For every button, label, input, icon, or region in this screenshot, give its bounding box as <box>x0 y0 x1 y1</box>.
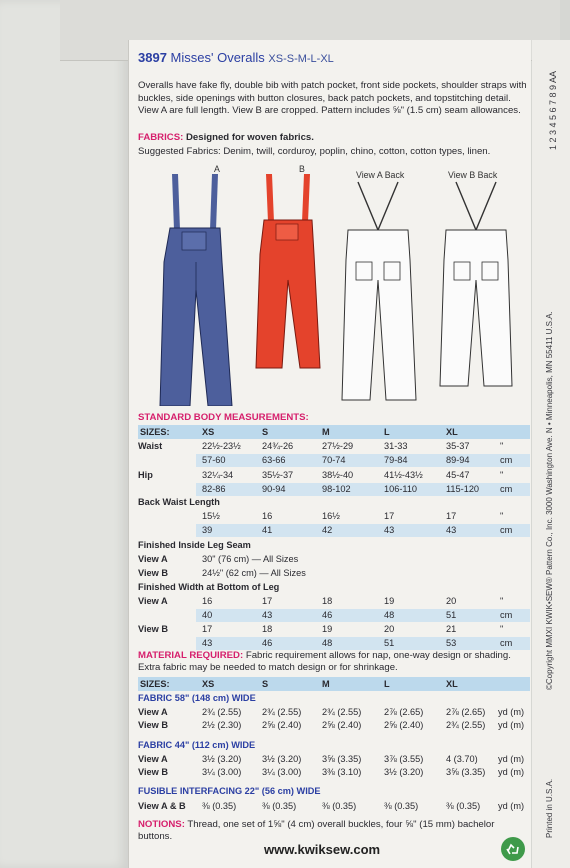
interfacing-heading: FUSIBLE INTERFACING 22" (56 cm) WIDE <box>138 786 321 796</box>
size-s: S <box>262 427 269 437</box>
leg-view-b-label: View B <box>138 568 168 578</box>
width-a-cm-band <box>196 609 530 622</box>
pattern-title <box>138 50 334 65</box>
f58-a: 2¾ (2.55) <box>202 707 242 717</box>
width-b-cm: 53 <box>446 638 457 648</box>
waist-cm-band <box>196 454 530 467</box>
width-bottom-label: Finished Width at Bottom of Leg <box>138 582 280 592</box>
f58-a: 2¾ (2.55) <box>322 707 362 717</box>
f58-b: 2½ (2.30) <box>202 720 242 730</box>
unit-cm: cm <box>500 638 513 648</box>
size-xl: XL <box>446 427 458 437</box>
waist-in: 31-33 <box>384 441 408 451</box>
unit-yd: yd (m) <box>498 720 525 730</box>
notions-label: NOTIONS: <box>138 819 185 830</box>
f44-b: 3½ (3.20) <box>384 767 424 777</box>
unit-inch: " <box>500 470 504 480</box>
f58-view-a-label: View A <box>138 707 168 717</box>
back-cm: 39 <box>202 525 213 535</box>
interfacing-value: ⅜ (0.35) <box>262 801 297 811</box>
width-b-in: 18 <box>262 624 273 634</box>
width-a-in: 18 <box>322 596 333 606</box>
fabric-44-heading: FABRIC 44" (112 cm) WIDE <box>138 740 256 750</box>
material-label: MATERIAL REQUIRED: <box>138 650 244 661</box>
width-a-in: 17 <box>262 596 273 606</box>
size-xl: XL <box>446 679 458 689</box>
width-a-cm: 48 <box>384 610 395 620</box>
width-a-in: 16 <box>202 596 213 606</box>
hip-cm-band <box>196 483 530 496</box>
back-cm-band <box>196 524 530 537</box>
hip-cm: 90-94 <box>262 484 286 494</box>
width-b-cm: 46 <box>262 638 273 648</box>
waist-in: 22½-23½ <box>202 441 241 451</box>
unit-inch: " <box>500 596 504 606</box>
width-a-cm: 51 <box>446 610 457 620</box>
width-b-in: 19 <box>322 624 333 634</box>
pattern-sizes: XS-S-M-L-XL <box>268 53 334 65</box>
hip-cm: 82-86 <box>202 484 226 494</box>
f44-b: 3⅝ (3.35) <box>446 767 486 777</box>
width-b-cm: 48 <box>322 638 333 648</box>
hip-in: 41½-43½ <box>384 470 423 480</box>
width-b-cm: 43 <box>202 638 213 648</box>
width-a-cm: 40 <box>202 610 213 620</box>
f44-view-a-label: View A <box>138 754 168 764</box>
f58-a: 2⅞ (2.65) <box>446 707 486 717</box>
inside-leg-label: Finished Inside Leg Seam <box>138 540 251 550</box>
fabrics-heading <box>138 132 314 143</box>
back-in: 16 <box>262 511 273 521</box>
f44-b: 3¼ (3.00) <box>262 767 302 777</box>
f44-a: 3½ (3.20) <box>262 754 302 764</box>
view-a-illustration <box>150 170 240 406</box>
view-b-back-illustration <box>436 180 516 390</box>
sizes-label: SIZES: <box>140 679 170 689</box>
width-b-in: 21 <box>446 624 457 634</box>
back-waist-label: Back Waist Length <box>138 497 220 507</box>
back-in: 15½ <box>202 511 220 521</box>
back-cm: 42 <box>322 525 333 535</box>
unit-yd: yd (m) <box>498 767 525 777</box>
material-sizes-bar <box>138 677 530 691</box>
fabrics-label: FABRICS: <box>138 132 184 143</box>
pattern-name: Misses' Overalls <box>170 50 265 65</box>
size-m: M <box>322 427 330 437</box>
notions-text: Thread, one set of 1⅝" (4 cm) overall buckles, four ⅝" (15 mm) bachelor buttons. <box>138 819 495 843</box>
back-cm: 41 <box>262 525 273 535</box>
hip-cm: 106-110 <box>384 484 418 494</box>
f58-b: 2⅝ (2.40) <box>262 720 302 730</box>
size-l: L <box>384 427 390 437</box>
suggested-fabrics: Suggested Fabrics: Denim, twill, corduroy, poplin, chino, cotton, cotton types, linen. <box>138 146 491 157</box>
waist-in: 35-37 <box>446 441 470 451</box>
envelope-left-panel <box>0 0 128 868</box>
size-s: S <box>262 679 269 689</box>
fabric-58-heading: FABRIC 58" (148 cm) WIDE <box>138 693 256 703</box>
width-view-a-label: View A <box>138 596 168 606</box>
view-b-back-label: View B Back <box>448 170 498 180</box>
unit-yd: yd (m) <box>498 754 525 764</box>
waist-cm: 79-84 <box>384 455 408 465</box>
copyright-text: ©Copyright MMXI KWIK•SEW® Pattern Co., Inc. 3000 Washington Ave. N • Minneapolis, MN 55411 U.S.A. <box>545 311 554 690</box>
unit-cm: cm <box>500 455 513 465</box>
hip-in: 38½-40 <box>322 470 354 480</box>
size-m: M <box>322 679 330 689</box>
waist-cm: 57-60 <box>202 455 226 465</box>
width-b-in: 20 <box>384 624 395 634</box>
waist-in: 24¾-26 <box>262 441 294 451</box>
waist-in: 27½-29 <box>322 441 354 451</box>
material-text: Fabric requirement allows for nap, one-way design or shading. Extra fabric may be needed to match design or for shrinkage. <box>138 650 511 674</box>
size-l: L <box>384 679 390 689</box>
hip-cm: 115-120 <box>446 484 480 494</box>
width-a-cm: 43 <box>262 610 273 620</box>
hip-in: 35½-37 <box>262 470 294 480</box>
unit-yd: yd (m) <box>498 707 525 717</box>
interfacing-value: ⅜ (0.35) <box>202 801 237 811</box>
waist-cm: 63-66 <box>262 455 286 465</box>
f44-b: 3¼ (3.00) <box>202 767 242 777</box>
hip-in: 32¼-34 <box>202 470 234 480</box>
f58-b: 2⅝ (2.40) <box>384 720 424 730</box>
unit-cm: cm <box>500 525 513 535</box>
waist-cm: 89-94 <box>446 455 470 465</box>
unit-cm: cm <box>500 610 513 620</box>
waist-cm: 70-74 <box>322 455 346 465</box>
sizes-header-bar <box>138 425 530 439</box>
leg-view-a-label: View A <box>138 554 168 564</box>
size-xs: XS <box>202 427 215 437</box>
f58-a: 2⅞ (2.65) <box>384 707 424 717</box>
hip-label: Hip <box>138 470 153 480</box>
f44-a: 3⅞ (3.55) <box>384 754 424 764</box>
unit-yd: yd (m) <box>498 801 525 811</box>
unit-inch: " <box>500 441 504 451</box>
unit-inch: " <box>500 511 504 521</box>
width-a-in: 19 <box>384 596 395 606</box>
unit-cm: cm <box>500 484 513 494</box>
f58-b: 2¾ (2.55) <box>446 720 486 730</box>
leg-view-b: 24½" (62 cm) — All Sizes <box>202 568 306 578</box>
view-b-illustration <box>248 170 328 370</box>
f44-a: 4 (3.70) <box>446 754 478 764</box>
view-a-label: A <box>214 164 220 174</box>
width-a-cm: 46 <box>322 610 333 620</box>
size-index-numbers: 1 2 3 4 5 6 7 8 9 AA <box>548 70 558 150</box>
f58-b: 2⅝ (2.40) <box>322 720 362 730</box>
back-cm: 43 <box>384 525 395 535</box>
hip-in: 45-47 <box>446 470 470 480</box>
f44-a: 3½ (3.20) <box>202 754 242 764</box>
back-in: 17 <box>446 511 457 521</box>
view-a-back-illustration <box>338 180 418 402</box>
size-xs: XS <box>202 679 215 689</box>
pattern-number: 3897 <box>138 50 167 65</box>
interfacing-view-label: View A & B <box>138 801 186 811</box>
recycle-icon <box>500 836 526 862</box>
back-in: 17 <box>384 511 395 521</box>
unit-inch: " <box>500 624 504 634</box>
f58-view-b-label: View B <box>138 720 168 730</box>
view-a-back-label: View A Back <box>356 170 405 180</box>
hip-cm: 98-102 <box>322 484 351 494</box>
measurements-heading: STANDARD BODY MEASUREMENTS: <box>138 412 309 423</box>
width-b-cm: 51 <box>384 638 395 648</box>
fabrics-text: Designed for woven fabrics. <box>185 132 314 143</box>
width-a-in: 20 <box>446 596 457 606</box>
view-b-label: B <box>299 164 305 174</box>
back-cm: 43 <box>446 525 457 535</box>
printed-in-text: Printed in U.S.A. <box>545 778 554 838</box>
sizes-label: SIZES: <box>140 427 170 437</box>
interfacing-value: ⅜ (0.35) <box>322 801 357 811</box>
f58-a: 2¾ (2.55) <box>262 707 302 717</box>
f44-view-b-label: View B <box>138 767 168 777</box>
f44-a: 3⅝ (3.35) <box>322 754 362 764</box>
leg-view-a: 30" (76 cm) — All Sizes <box>202 554 299 564</box>
width-b-cm-band <box>196 637 530 650</box>
website-url: www.kwiksew.com <box>264 842 381 857</box>
width-b-in: 17 <box>202 624 213 634</box>
f44-b: 3⅜ (3.10) <box>322 767 362 777</box>
pattern-description: Overalls have fake fly, double bib with patch pocket, front side pockets, shoulder straps with buckles, side openings with button closures, back patch pockets, and topstitching detail. View A are full length. View B are cropped. Pattern includes ⅝" (1.5 cm) seam allowances. <box>138 80 527 117</box>
width-view-b-label: View B <box>138 624 168 634</box>
material-required <box>138 650 528 675</box>
interfacing-value: ⅜ (0.35) <box>384 801 419 811</box>
back-in: 16½ <box>322 511 340 521</box>
interfacing-value: ⅜ (0.35) <box>446 801 481 811</box>
notions <box>138 819 528 844</box>
waist-label: Waist <box>138 441 163 451</box>
